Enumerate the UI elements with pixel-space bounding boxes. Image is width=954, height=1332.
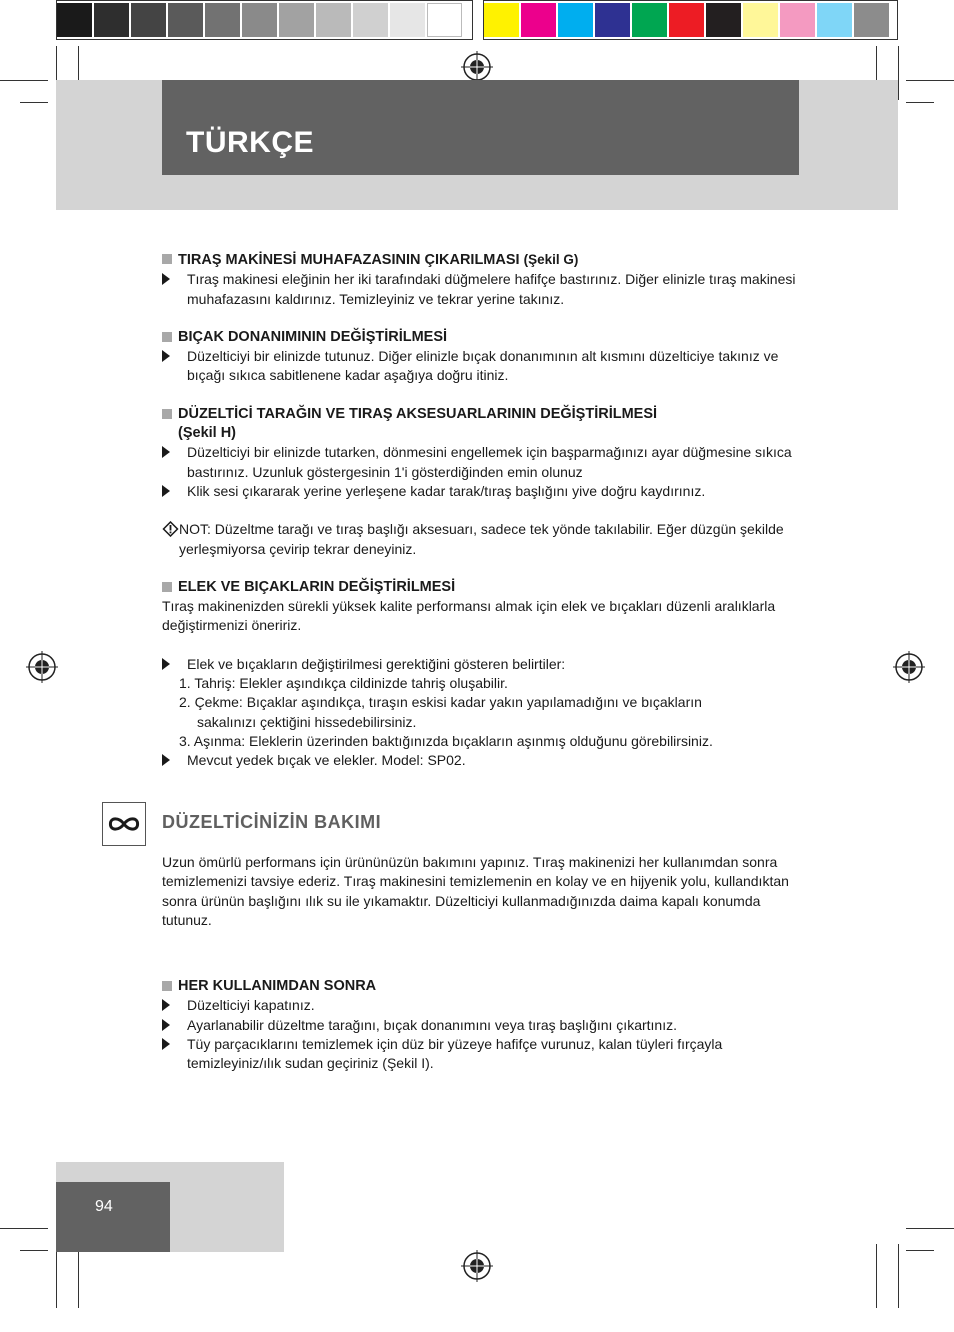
- list-item: [162, 996, 802, 1015]
- crop-mark: [906, 102, 934, 103]
- crop-mark: [906, 80, 954, 81]
- list-item: [162, 443, 802, 482]
- note: [162, 520, 802, 559]
- list-item-text: Tüy parçacıklarını temizlemek için düz bir yüzeye hafifçe vurunuz, kalan tüyleri fırçayla temizleyiniz/ılık sudan geçiriniz (Şekil I).: [187, 1036, 723, 1072]
- list-item: [162, 347, 802, 386]
- color-swatch: [57, 3, 92, 37]
- gray-swatch-row: [56, 0, 463, 40]
- registration-mark-icon: [461, 1250, 493, 1282]
- list-item-text: Klik sesi çıkararak yerine yerleşene kadar tarak/tıraş başlığını yive doğru kaydırınız.: [187, 482, 706, 499]
- heading-text: TIRAŞ MAKİNESİ MUHAFAZASININ ÇIKARILMASI: [178, 252, 520, 268]
- bullet-square-icon: [162, 981, 172, 991]
- color-swatch: [353, 3, 388, 37]
- registration-mark-icon: [893, 651, 925, 683]
- list-item: [162, 1016, 802, 1035]
- color-swatch: [168, 3, 203, 37]
- note-text: NOT: Düzeltme tarağı ve tıraş başlığı aksesuarı, sadece tek yönde takılabilir. Eğer düzgün şekilde yerleşmiyorsa çevirip tekrar deneyiniz.: [179, 521, 784, 557]
- arrow-bullet-icon: [162, 1019, 178, 1031]
- arrow-bullet-icon: [162, 1038, 178, 1050]
- numbered-item: 3. Aşınma: Eleklerin üzerinden baktığınızda bıçakların aşınmış olduğunu görebilirsiniz.: [179, 732, 713, 749]
- list-item-text: Düzelticiyi bir elinizde tutarken, dönmesini engellemek için başparmağınızı ayar düğmesine sıkıca bastırınız. Uzunluk göstergesinin 1'i gösterdiğinden emin olunuz: [187, 444, 792, 480]
- heading-text: ELEK VE BIÇAKLARIN DEĞİŞTİRİLMESİ: [178, 578, 456, 595]
- color-swatch: [632, 3, 667, 37]
- bullet-square-icon: [162, 409, 172, 419]
- list-item: [162, 1035, 802, 1074]
- figure-ref: (Şekil H): [178, 425, 237, 442]
- section-heading: [162, 578, 802, 597]
- list-item-text: Düzelticiyi bir elinizde tutunuz. Diğer elinizle bıçak donanımının alt kısmını düzelticiye takınız ve bıçağı sıkıca sabitlenene kadar aşağıya doğru itiniz.: [187, 348, 779, 384]
- crop-mark: [0, 80, 48, 81]
- color-swatch: [854, 3, 889, 37]
- arrow-bullet-icon: [162, 446, 178, 458]
- crop-mark: [56, 1244, 57, 1308]
- paragraph: Uzun ömürlü performans için ürününüzün bakımını yapınız. Tıraş makinenizi her kullanımdan sonra temizlemenizi tavsiye ederiz. Tıraş makinesini temizlemenin en kolay ve en hijyenik yolu, kullandıktan sonra ürünün başlığını ılık su ile yıkamaktır. Düzelticiyi kullanmadığınızda daima kapalı konumda tutunuz.: [162, 854, 789, 928]
- color-swatch: [669, 3, 704, 37]
- arrow-bullet-icon: [162, 999, 178, 1011]
- color-swatch: [780, 3, 815, 37]
- list-item: [162, 482, 802, 501]
- color-swatch: [484, 3, 519, 37]
- color-swatch: [279, 3, 314, 37]
- crop-mark: [20, 1250, 48, 1251]
- heading-text: BIÇAK DONANIMININ DEĞİŞTİRİLMESİ: [178, 328, 448, 345]
- list-item: [162, 751, 802, 770]
- heading-text: HER KULLANIMDAN SONRA: [178, 978, 377, 995]
- color-swatch: [316, 3, 351, 37]
- arrow-bullet-icon: [162, 273, 178, 285]
- registration-mark-icon: [26, 651, 58, 683]
- color-swatch: [94, 3, 129, 37]
- section-heading: [162, 328, 802, 347]
- list-item-text: Düzelticiyi kapatınız.: [187, 997, 315, 1014]
- bullet-square-icon: [162, 332, 172, 342]
- color-swatch-row: [483, 0, 890, 40]
- list-item: [162, 655, 802, 674]
- care-section-title: DÜZELTİCİNİZİN BAKIMI: [162, 812, 382, 832]
- color-swatch: [427, 3, 462, 37]
- color-swatch: [595, 3, 630, 37]
- infinity-icon: [102, 802, 146, 846]
- section-heading: [162, 977, 802, 996]
- list-item: [162, 270, 802, 309]
- numbered-item-continuation: sakalınızı çektiğini hissedebilirsiniz.: [197, 713, 417, 730]
- main-content: [162, 250, 802, 771]
- list-item-text: Tıraş makinesi eleğinin her iki tarafındaki düğmelere hafifçe bastırınız. Diğer elinizle tıraş makinesi muhafazasını kaldırınız. Temizleyiniz ve tekrar yerine takınız.: [187, 271, 796, 307]
- color-swatch: [521, 3, 556, 37]
- registration-mark-icon: [461, 51, 493, 83]
- page-title: TÜRKÇE: [186, 126, 314, 159]
- figure-ref: (Şekil G): [523, 252, 579, 267]
- arrow-bullet-icon: [162, 350, 178, 362]
- infinity-glyph: [107, 815, 141, 833]
- section-heading: [162, 405, 802, 444]
- list-item-text: Elek ve bıçakların değiştirilmesi gerektiğini gösteren belirtiler:: [187, 655, 566, 672]
- color-swatch: [743, 3, 778, 37]
- color-swatch: [205, 3, 240, 37]
- footer-box: [56, 1182, 170, 1252]
- bullet-square-icon: [162, 254, 172, 264]
- crop-mark: [0, 1228, 48, 1229]
- page-number: 94: [95, 1198, 113, 1215]
- bullet-square-icon: [162, 582, 172, 592]
- arrow-bullet-icon: [162, 658, 178, 670]
- crop-mark: [906, 1250, 934, 1251]
- color-swatch: [817, 3, 852, 37]
- crop-mark: [898, 46, 899, 100]
- section-heading: [162, 250, 802, 270]
- crop-mark: [876, 1244, 877, 1308]
- care-content: [162, 853, 802, 1074]
- color-swatch: [242, 3, 277, 37]
- crop-mark: [898, 1244, 899, 1308]
- list-item-text: Mevcut yedek bıçak ve elekler. Model: SP02.: [187, 752, 466, 769]
- numbered-item: 2. Çekme: Bıçaklar aşındıkça, tıraşın eskisi kadar yakın yapılamadığını ve bıçakların: [179, 694, 702, 711]
- crop-mark: [78, 1244, 79, 1308]
- color-swatch: [390, 3, 425, 37]
- list-item-text: Ayarlanabilir düzeltme tarağını, bıçak donanımını veya tıraş başlığını çıkartınız.: [187, 1016, 677, 1033]
- color-swatch: [131, 3, 166, 37]
- crop-mark: [20, 102, 48, 103]
- color-swatch: [558, 3, 593, 37]
- arrow-bullet-icon: [162, 485, 178, 497]
- color-swatch: [706, 3, 741, 37]
- arrow-bullet-icon: [162, 754, 178, 766]
- numbered-item: 1. Tahriş: Elekler aşındıkça cildinizde tahriş oluşabilir.: [179, 675, 508, 692]
- heading-text: DÜZELTİCİ TARAĞIN VE TIRAŞ AKSESUARLARININ DEĞİŞTİRİLMESİ: [178, 405, 658, 422]
- warning-diamond-icon: [162, 521, 179, 537]
- crop-mark: [906, 1228, 954, 1229]
- paragraph: Tıraş makinenizden sürekli yüksek kalite performansı almak için elek ve bıçakları düzenli aralıklarla değiştirmenizi öneririz.: [162, 598, 776, 634]
